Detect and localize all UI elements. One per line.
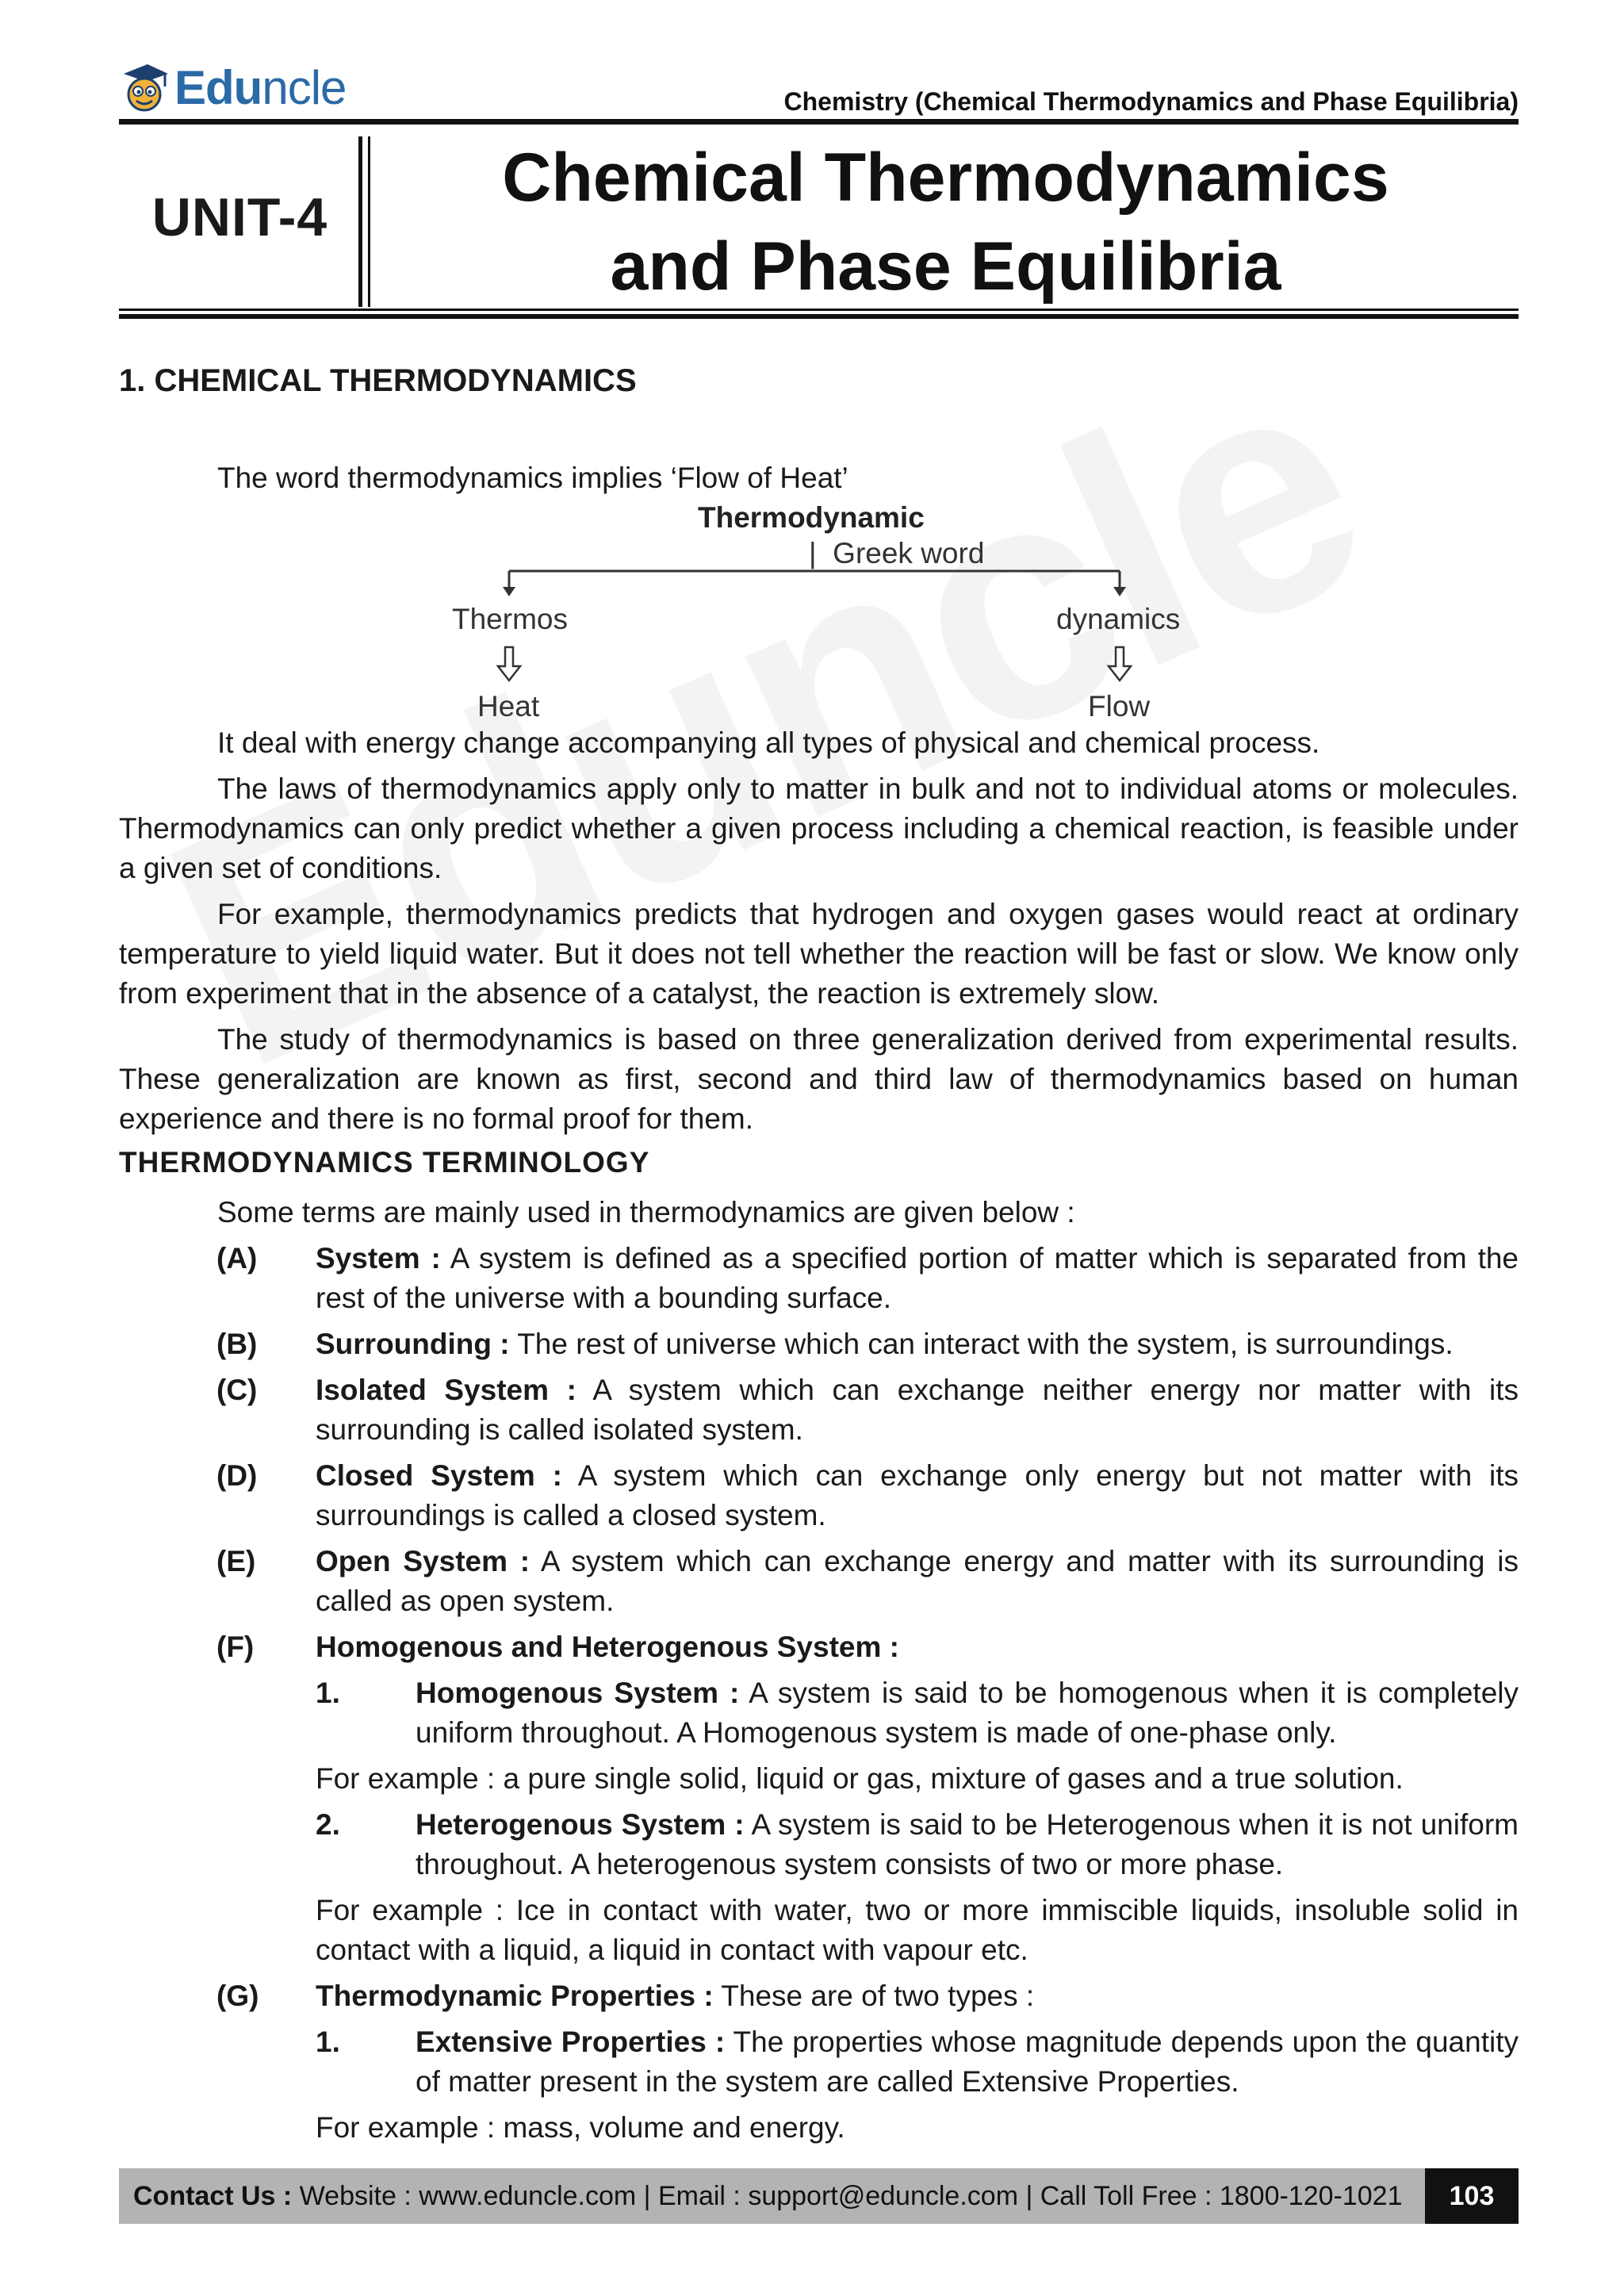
paragraph: The study of thermodynamics is based on three generalization derived from experimental results. These generalization are known as first, second and third law of thermodynamics based on human experience and there is no formal proof for them. xyxy=(119,1023,1519,1135)
item-label: (D) xyxy=(216,1459,258,1492)
term-item: Closed System : A system which can exchange only energy but not matter with its surroundings is called a closed system. xyxy=(316,1459,1519,1531)
sub-term-item: Heterogenous System : A system is said to be Heterogenous when it is not uniform throughout. A heterogenous system consists of two or more phase. xyxy=(416,1808,1519,1880)
paragraph: It deal with energy change accompanying all types of physical and chemical process. xyxy=(217,726,1320,759)
footer-contact: Contact Us : Website : www.eduncle.com | Email : support@eduncle.com | Call Toll Free : 1800-120-1021 xyxy=(133,2180,1403,2211)
term-item: Homogenous and Heterogenous System : xyxy=(316,1631,899,1663)
subitem-label: 1. xyxy=(316,2026,340,2058)
item-label: (A) xyxy=(216,1242,258,1274)
brand-wordmark: Eduncle xyxy=(174,60,347,114)
diagram-connectors xyxy=(476,533,1142,723)
diagram-right-meaning: Flow xyxy=(1088,690,1151,723)
diagram-title: Thermodynamic xyxy=(698,501,925,534)
unit-divider xyxy=(368,136,370,307)
paragraph: The laws of thermodynamics apply only to matter in bulk and not to individual atoms or molecules. Thermodynamics can only predict whether a given process including a chemical reaction, is feasible under a given set of conditions. xyxy=(119,772,1519,884)
paragraph: For example, thermodynamics predicts that hydrogen and oxygen gases would react at ordinary temperature to yield liquid water. But it does not tell whether the reaction will be fast or slow. We know only from experiment that in the absence of a catalyst, the reaction is extremely slow. xyxy=(119,898,1519,1010)
diagram-left-word: Thermos xyxy=(452,603,568,635)
term-item: Isolated System : A system which can exchange neither energy nor matter with its surrounding is called isolated system. xyxy=(316,1374,1519,1446)
running-title: Chemistry (Chemical Thermodynamics and Phase Equilibria) xyxy=(783,87,1519,116)
title-rule xyxy=(119,314,1519,319)
term-item: Thermodynamic Properties : These are of two types : xyxy=(316,1980,1035,2012)
term-item: Surrounding : The rest of universe which can interact with the system, is surroundings. xyxy=(316,1328,1454,1360)
mascot-icon xyxy=(117,59,170,115)
unit-divider xyxy=(358,136,362,307)
eduncle-logo xyxy=(117,56,346,119)
sub-term-item: Extensive Properties : The properties whose magnitude depends upon the quantity of matter present in the system are called Extensive Properties. xyxy=(416,2026,1519,2098)
down-arrow-icon xyxy=(498,647,520,680)
page-number: 103 xyxy=(1425,2168,1519,2224)
example-text: For example : Ice in contact with water, two or more immiscible liquids, insoluble solid in contact with a liquid, a liquid in contact with vapour etc. xyxy=(316,1894,1519,1966)
terminology-intro: Some terms are mainly used in thermodynamics are given below : xyxy=(217,1196,1075,1228)
item-label: (E) xyxy=(216,1545,256,1577)
example-text: For example : a pure single solid, liquid or gas, mixture of gases and a true solution. xyxy=(316,1762,1404,1795)
section-heading: 1. CHEMICAL THERMODYNAMICS xyxy=(119,363,637,398)
intro-text: The word thermodynamics implies ‘Flow of Heat’ xyxy=(217,462,848,494)
item-label: (G) xyxy=(216,1980,259,2012)
sub-term-item: Homogenous System : A system is said to be homogenous when it is completely uniform throughout. A Homogenous system is made of one-phase only. xyxy=(416,1677,1519,1749)
diagram-left-meaning: Heat xyxy=(477,690,540,723)
item-label: (C) xyxy=(216,1374,258,1406)
unit-label: UNIT-4 xyxy=(151,187,328,247)
term-item: System : A system is defined as a specified portion of matter which is separated from the rest of the universe with a bounding surface. xyxy=(316,1242,1519,1314)
chapter-title: Chemical Thermodynamics and Phase Equilibria xyxy=(502,140,1389,305)
subitem-label: 2. xyxy=(316,1808,340,1841)
header-rule xyxy=(119,119,1519,125)
subitem-label: 1. xyxy=(316,1677,340,1709)
diagram-branch-label: | Greek word xyxy=(809,537,985,569)
example-text: For example : mass, volume and energy. xyxy=(316,2111,845,2144)
down-arrow-icon xyxy=(1109,647,1131,680)
footer-contact-bar xyxy=(119,2168,1425,2224)
item-label: (B) xyxy=(216,1328,258,1360)
diagram-right-word: dynamics xyxy=(1056,603,1181,635)
item-label: (F) xyxy=(216,1631,255,1663)
terminology-heading: THERMODYNAMICS TERMINOLOGY xyxy=(119,1146,650,1179)
title-rule xyxy=(119,309,1519,311)
term-item: Open System : A system which can exchange energy and matter with its surrounding is called as open system. xyxy=(316,1545,1519,1617)
